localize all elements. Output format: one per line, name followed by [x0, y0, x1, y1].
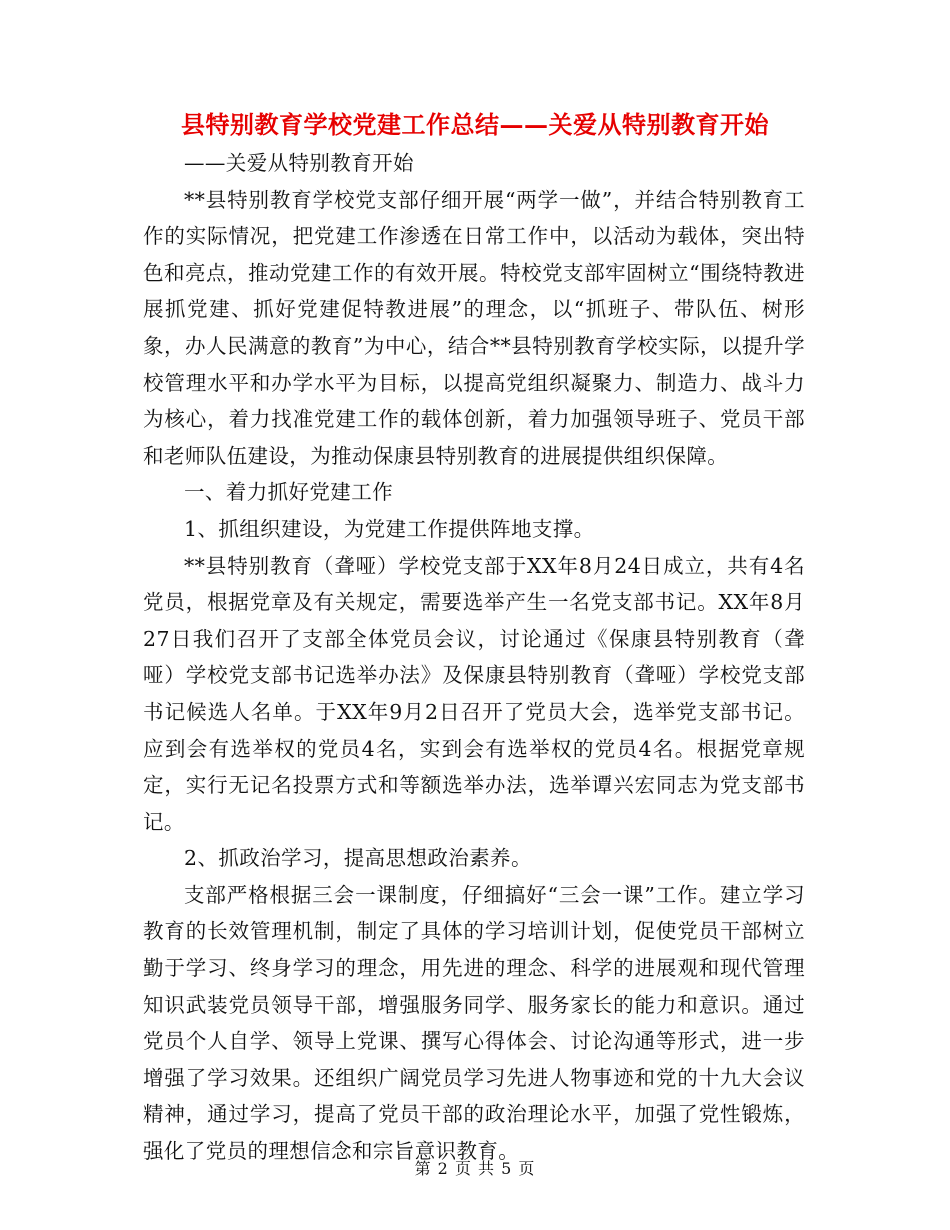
body-paragraph: **县特别教育（聋哑）学校党支部于XX年8月24日成立，共有4名党员，根据党章及有关规定，需要选举产生一名党支部书记。XX年8月27日我们召开了支部全体党员会议，讨论通过《保康县特别教育（聋哑）学校党支部书记选举办法》及保康县特别教育（聋哑）学校党支部书记候选人名单。于XX年9月2日召开了党员大会，选举党支部书记。应到会有选举权的党员4名，实到会有选举权的党员4名。根据党章规定，实行无记名投票方式和等额选举办法，选举谭兴宏同志为党支部书记。	[143, 553, 805, 834]
section-heading: 一、着力抓好党建工作	[184, 480, 393, 505]
intro-paragraph: **县特别教育学校党支部仔细开展“两学一做”，并结合特别教育工作的实际情况，把党建工作渗透在日常工作中，以活动为载体，突出特色和亮点，推动党建工作的有效开展。特校党支部牢固树立“围绕特教进展抓党建、抓好党建促特教进展”的理念，以“抓班子、带队伍、树形象，办人民满意的教育”为中心，结合**县特别教育学校实际，以提升学校管理水平和办学水平为目标，以提高党组织凝聚力、制造力、战斗力为核心，着力找准党建工作的载体创新，着力加强领导班子、党员干部和老师队伍建设，为推动保康县特别教育的进展提供组织保障。	[143, 187, 805, 468]
subsection-heading: 1、抓组织建设，为党建工作提供阵地支撑。	[184, 516, 595, 541]
body-paragraph: 支部严格根据三会一课制度，仔细搞好“三会一课”工作。建立学习教育的长效管理机制，制定了具体的学习培训计划，促使党员干部树立勤于学习、终身学习的理念，用先进的理念、科学的进展观和现代管理知识武装党员领导干部，增强服务同学、服务家长的能力和意识。通过党员个人自学、领导上党课、撰写心得体会、讨论沟通等形式，进一步增强了学习效果。还组织广阔党员学习先进人物事迹和党的十九大会议精神，通过学习，提高了党员干部的政治理论水平，加强了党性锻炼，强化了党员的理想信念和宗旨意识教育。	[143, 882, 805, 1164]
subsection-heading: 2、抓政治学习，提高思想政治素养。	[184, 846, 532, 871]
subtitle-paragraph: ——关爱从特别教育开始	[184, 151, 414, 175]
document-title: 县特别教育学校党建工作总结——关爱从特别教育开始	[181, 110, 769, 139]
page-number-footer: 第 2 页 共 5 页	[414, 1159, 536, 1178]
document-body	[143, 145, 805, 1170]
